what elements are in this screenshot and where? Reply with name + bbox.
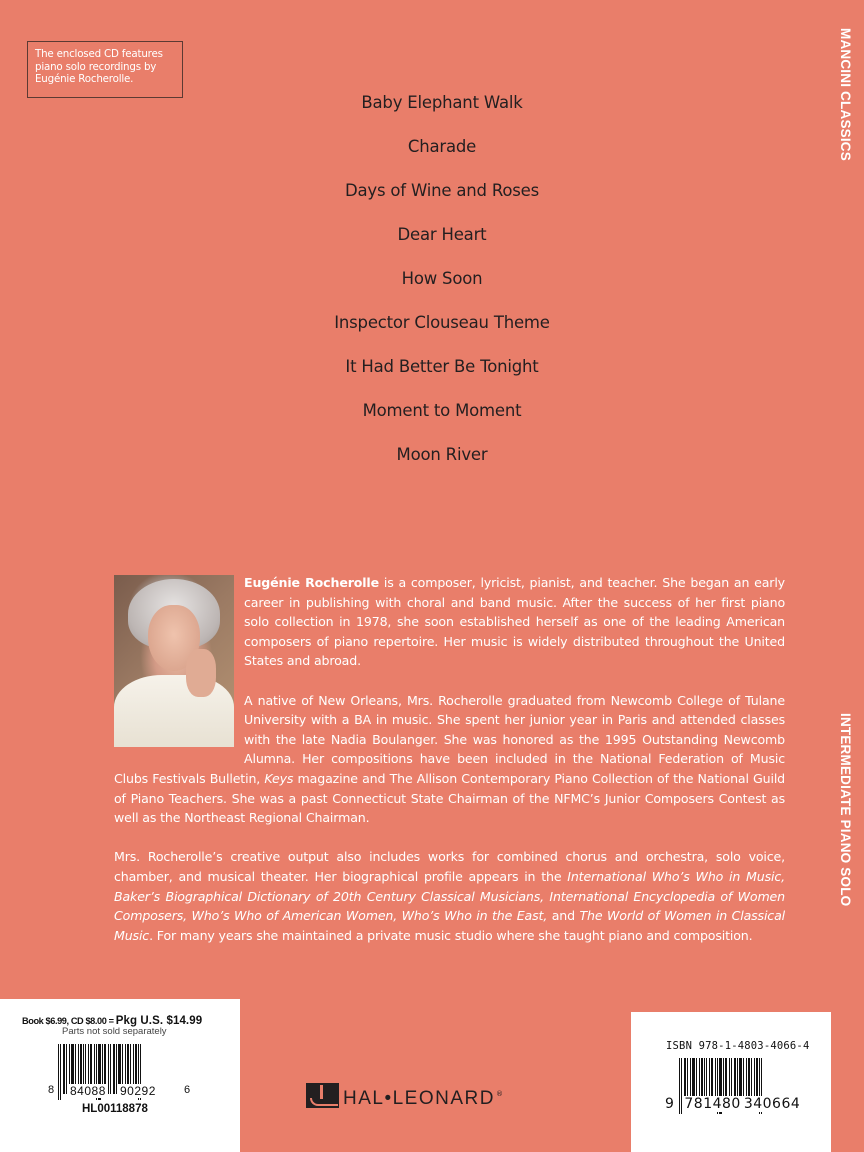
song-item: Inspector Clouseau Theme (334, 313, 550, 332)
song-item: Days of Wine and Roses (344, 181, 539, 200)
product-code: HL00118878 (82, 1103, 148, 1115)
isbn-digits: 9 781480 340664 (665, 1096, 801, 1112)
price-total: Pkg U.S. $14.99 (115, 1015, 203, 1027)
cd-note-line: piano solo recordings by (35, 60, 157, 73)
author-bio (114, 573, 785, 965)
spine-level: INTERMEDIATE PIANO SOLO (838, 713, 853, 907)
song-item: How Soon (401, 269, 483, 288)
song-item: Moon River (396, 445, 488, 464)
hal-leonard-mark-icon (306, 1083, 339, 1108)
isbn-sticker (631, 1012, 831, 1152)
cd-note-box (27, 41, 183, 98)
bio-paragraph-1: Eugénie Rocherolle is a composer, lyricist, pianist, and teacher. She began an early career in publishing with choral and band music. After the success of her first piano solo collection in 1978, she soon established herself as one of the leading American composers of piano repertoire. Her music is widely distributed throughout the United States and abroad. (244, 575, 785, 669)
song-item: Charade (407, 137, 477, 156)
author-name: Eugénie Rocherolle (244, 575, 379, 590)
price-sticker: Book $6.99, CD $8.00 = Pkg U.S. $14.99 Parts not sold separately 8 84088 90292 6 HL00118878 (0, 999, 240, 1152)
publisher-name: HAL•LEONARD (343, 1088, 495, 1109)
photo-spacer (114, 573, 244, 757)
song-item: Moment to Moment (362, 401, 522, 420)
song-item: Baby Elephant Walk (361, 93, 523, 112)
hal-leonard-logo (306, 1082, 503, 1108)
bio-paragraph-2: A native of New Orleans, Mrs. Rocherolle graduated from Newcomb College of Tulane University with a BA in music. She spent her junior year in Paris and attended classes with the late Nadia Boulanger. She was honored as the 1995 Outstanding Newcomb Alumna. Her compositions have been included in the National Federation of Music Clubs Festivals Bulletin, Keys magazine and The Allison Contemporary Piano Collection of the National Guild of Piano Teachers. She was a past Connecticut State Chairman of the NFMC’s Junior Composers Contest as well as the Northeast Regional Chairman. (114, 692, 786, 826)
song-item: It Had Better Be Tonight (345, 357, 539, 376)
cd-note-line: Eugénie Rocherolle. (35, 73, 134, 85)
spine-title: MANCINI CLASSICS (838, 28, 853, 161)
price-note: Parts not sold separately (62, 1026, 167, 1037)
isbn-label: ISBN 978-1-4803-4066-4 (666, 1040, 810, 1052)
registered-mark: ® (495, 1090, 503, 1098)
price-components: Book $6.99, CD $8.00 = (22, 1016, 116, 1026)
song-list (240, 88, 644, 484)
song-item: Dear Heart (397, 225, 487, 244)
cd-note-line: The enclosed CD features (35, 48, 163, 60)
bio-paragraph-3: Mrs. Rocherolle’s creative output also includes works for combined chorus and orchestra, solo voice, chamber, and musical theater. Her biographical profile appears in the International Who’s Who in Music, Baker’s Biographical Dictionary of 20th Century Classical Musicians, International Encyclopedia of Women Composers, Who’s Who of American Women, Who’s Who in the East, and The World of Women in Classical Music. For many years she maintained a private music studio where she taught piano and composition. (114, 849, 785, 943)
